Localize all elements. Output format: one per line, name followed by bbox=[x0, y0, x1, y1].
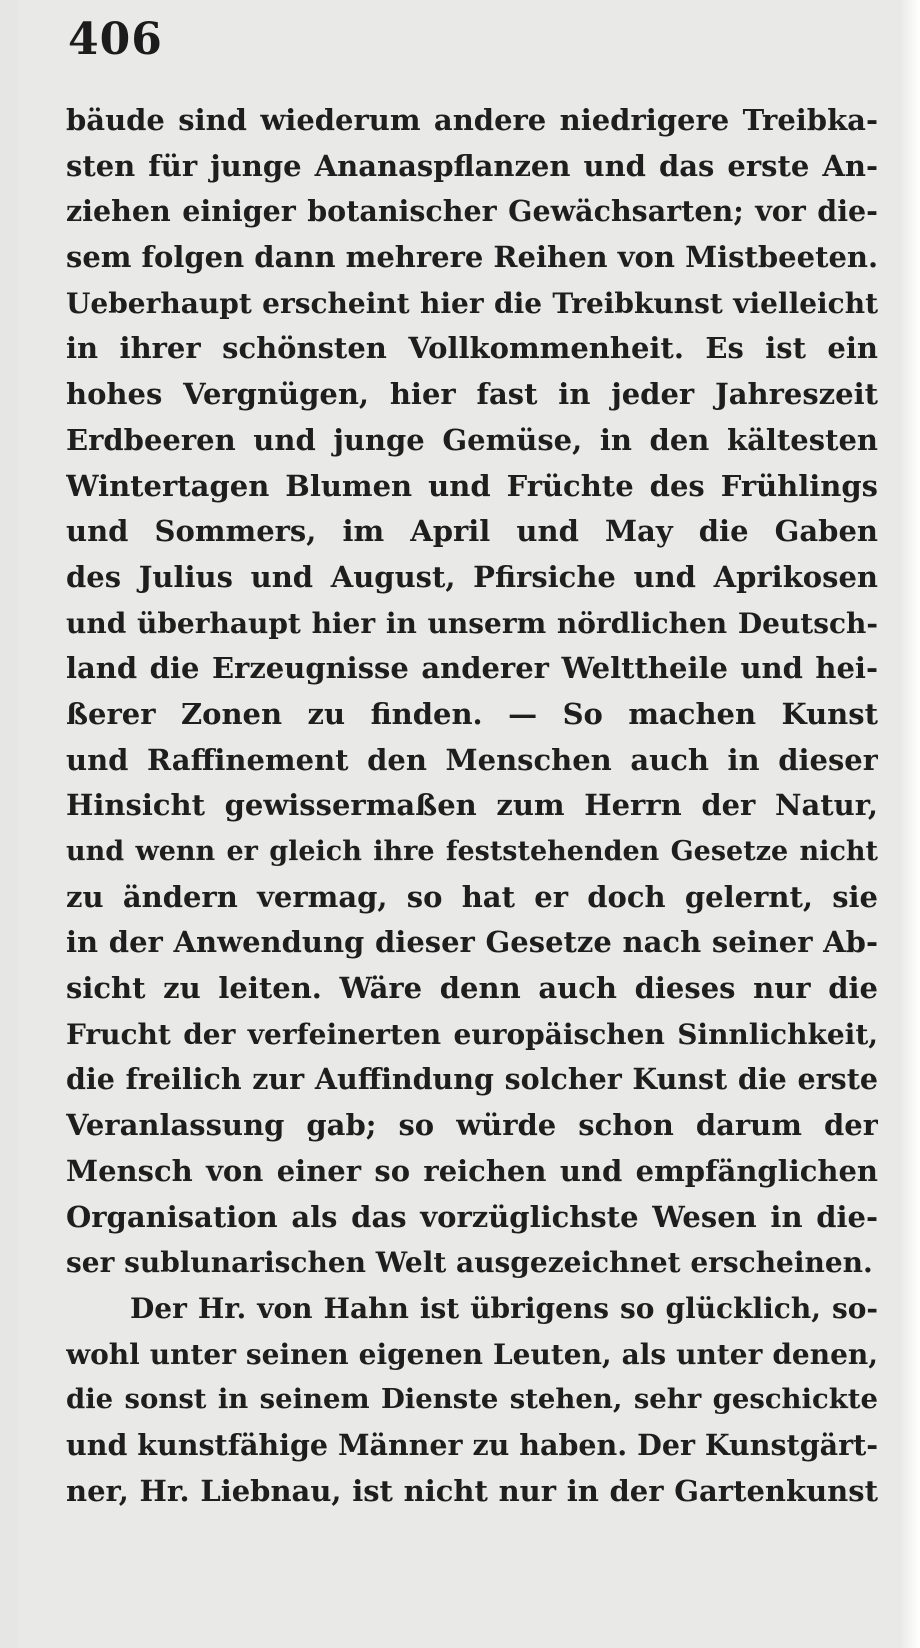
page-number: 406 bbox=[68, 14, 163, 65]
text-line: die sonst in seinem Dienste stehen, sehr geschickte bbox=[66, 1383, 878, 1416]
text-line: ßerer Zonen zu finden. — So machen Kunst bbox=[66, 696, 878, 731]
text-line: bäude sind wiederum andere niedrigere Treibka- bbox=[66, 103, 878, 137]
text-line: und wenn er gleich ihre feststehenden Gesetze nicht bbox=[66, 836, 878, 867]
text-line: ziehen einiger botanischer Gewächsarten; vor die- bbox=[66, 194, 878, 229]
text-line: sten für junge Ananaspflanzen und das erste An- bbox=[66, 148, 878, 183]
text-line: Wintertagen Blumen und Früchte des Frühlings bbox=[66, 468, 878, 503]
paragraph-start-line: Der Hr. von Hahn ist übrigens so glücklich, so- bbox=[130, 1291, 878, 1325]
text-line: Mensch von einer so reichen und empfänglichen bbox=[66, 1153, 878, 1188]
text-line: und überhaupt hier in unserm nördlichen Deutsch- bbox=[66, 606, 878, 640]
text-line: wohl unter seinen eigenen Leuten, als unter denen, bbox=[66, 1337, 878, 1371]
text-line: und kunstfähige Männer zu haben. Der Kunstgärt- bbox=[66, 1427, 878, 1462]
text-line: in der Anwendung dieser Gesetze nach seiner Ab- bbox=[66, 925, 878, 960]
text-line: Ueberhaupt erscheint hier die Treibkunst vielleicht bbox=[66, 286, 878, 320]
text-line: sicht zu leiten. Wäre denn auch dieses nur die bbox=[66, 971, 878, 1006]
paragraph-end-line: ser sublunarischen Welt ausgezeichnet erscheinen. bbox=[66, 1246, 873, 1280]
text-line: land die Erzeugnisse anderer Welttheile und hei- bbox=[66, 651, 878, 686]
text-line: des Julius und August, Pfirsiche und Aprikosen bbox=[66, 559, 878, 594]
text-line: die freilich zur Auffindung solcher Kunst die erste bbox=[66, 1062, 878, 1097]
text-line: sem folgen dann mehrere Reihen von Mistbeeten. bbox=[66, 240, 878, 275]
body-text bbox=[66, 98, 878, 1514]
text-line: in ihrer schönsten Vollkommenheit. Es ist ein bbox=[66, 331, 878, 366]
scan-edge bbox=[898, 0, 920, 1648]
text-line: ner, Hr. Liebnau, ist nicht nur in der Gartenkunst bbox=[66, 1473, 878, 1508]
text-line: Organisation als das vorzüglichste Wesen in die- bbox=[66, 1199, 878, 1234]
text-line: Veranlassung gab; so würde schon darum der bbox=[66, 1108, 878, 1143]
text-line: und Sommers, im April und May die Gaben bbox=[66, 514, 878, 549]
text-line: Erdbeeren und junge Gemüse, in den kältesten bbox=[66, 422, 878, 457]
text-line: Hinsicht gewissermaßen zum Herrn der Natur, bbox=[66, 788, 878, 823]
text-line: und Raffinement den Menschen auch in dieser bbox=[66, 742, 878, 777]
text-line: Frucht der verfeinerten europäischen Sinnlichkeit, bbox=[66, 1017, 878, 1051]
text-line: zu ändern vermag, so hat er doch gelernt, sie bbox=[66, 879, 878, 914]
text-line: hohes Vergnügen, hier fast in jeder Jahreszeit bbox=[66, 377, 878, 412]
